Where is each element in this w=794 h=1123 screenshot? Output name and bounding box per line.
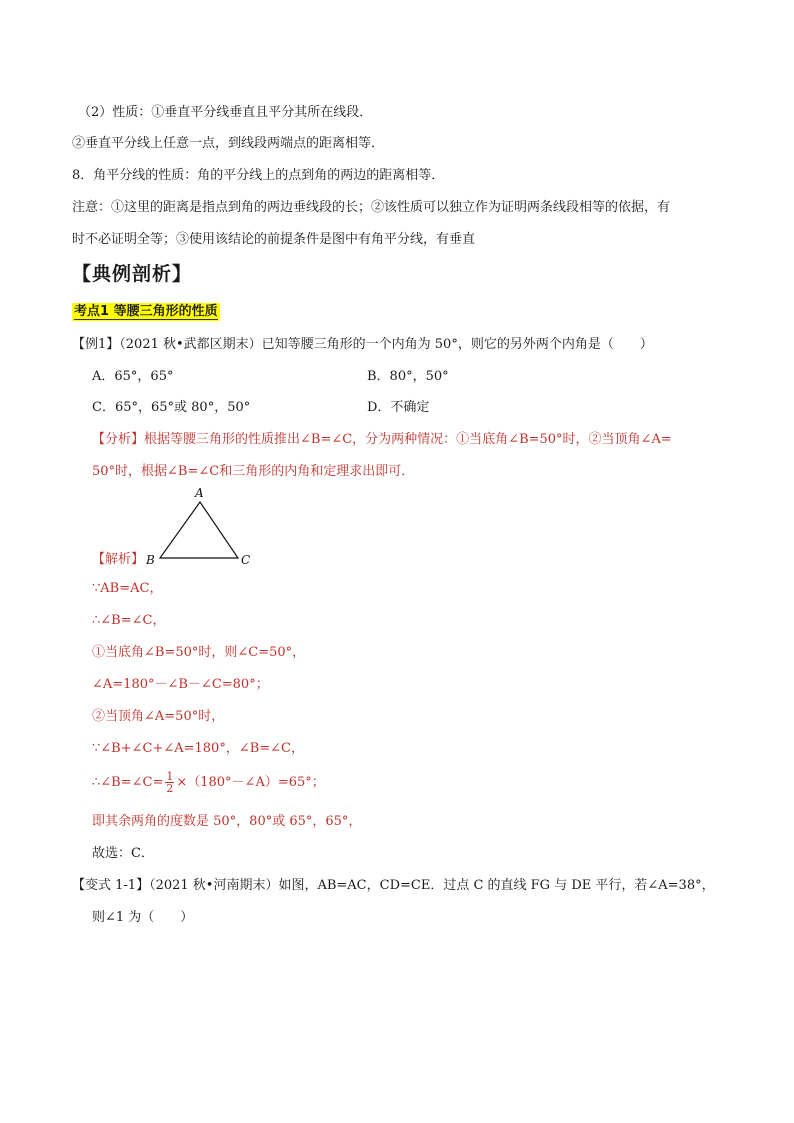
step7-prefix: ∴∠B=∠C= (92, 775, 164, 790)
fraction-one-half (165, 771, 174, 794)
solution-step-5: ②当顶角∠A=50°时， (92, 709, 225, 724)
analysis-line-1: 【分析】根据等腰三角形的性质推出∠B=∠C，分为两种情况：①当底角∠B=50°时，②当顶角∠A= (92, 432, 672, 447)
answer-line: 故选：C． (92, 846, 154, 861)
solution-step-7 (92, 770, 325, 796)
vertex-b-label: B (146, 553, 155, 567)
option-c: C．65°，65°或 80°，50° (92, 400, 251, 415)
solution-label: 【解析】 (92, 552, 145, 567)
solution-step-2: ∴∠B=∠C， (92, 613, 166, 628)
option-d: D．不确定 (367, 400, 430, 415)
variant-line-2: 则∠1 为（ ） (92, 910, 194, 925)
fraction-numerator: 1 (166, 770, 174, 783)
analysis-line-2: 50°时，根据∠B=∠C和三角形的内角和定理求出即可． (92, 464, 415, 479)
solution-step-4: ∠A=180°－∠B－∠C=80°； (92, 677, 269, 692)
kaodian-text: 考点1 等腰三角形的性质 (74, 304, 218, 319)
step7-suffix: ×（180°－∠A）=65°； (176, 775, 325, 790)
kaodian-label (72, 303, 220, 321)
section-title: 【典例剖析】 (72, 263, 193, 285)
solution-step-1: ∵AB=AC， (92, 581, 163, 596)
variant-line-1: 【变式 1-1】（2021 秋•河南期末）如图，AB=AC，CD=CE．过点 C 的直线 FG 与 DE 平行，若∠A=38°， (72, 878, 715, 893)
triangle-figure (140, 482, 270, 574)
vertex-a-label: A (195, 486, 204, 500)
example-stem: 【例1】（2021 秋•武都区期末）已知等腰三角形的一个内角为 50°，则它的另外两个内角是（ ） (72, 337, 653, 352)
note-line-2: 时不必证明全等；③使用该结论的前提条件是图中有角平分线，有垂直 (72, 232, 476, 247)
property-line-3: 8．角平分线的性质：角的平分线上的点到角的两边的距离相等． (72, 168, 445, 183)
triangle-shape (160, 502, 238, 558)
solution-step-6: ∵∠B+∠C+∠A=180°，∠B=∠C， (92, 741, 305, 756)
note-line-1: 注意：①这里的距离是指点到角的两边垂线段的长；②该性质可以独立作为证明两条线段相等的依据，有 (72, 200, 671, 215)
property-line-2: ②垂直平分线上任意一点，到线段两端点的距离相等． (72, 136, 385, 151)
property-line-1: （2）性质：①垂直平分线垂直且平分其所在线段． (78, 105, 373, 120)
option-b: B．80°，50° (367, 369, 449, 384)
fraction-denominator: 2 (166, 782, 174, 795)
solution-step-3: ①当底角∠B=50°时，则∠C=50°， (92, 645, 306, 660)
vertex-c-label: C (241, 553, 251, 567)
solution-step-8: 即其余两角的度数是 50°，80°或 65°，65°， (92, 814, 362, 829)
option-a: A．65°，65° (92, 369, 174, 384)
